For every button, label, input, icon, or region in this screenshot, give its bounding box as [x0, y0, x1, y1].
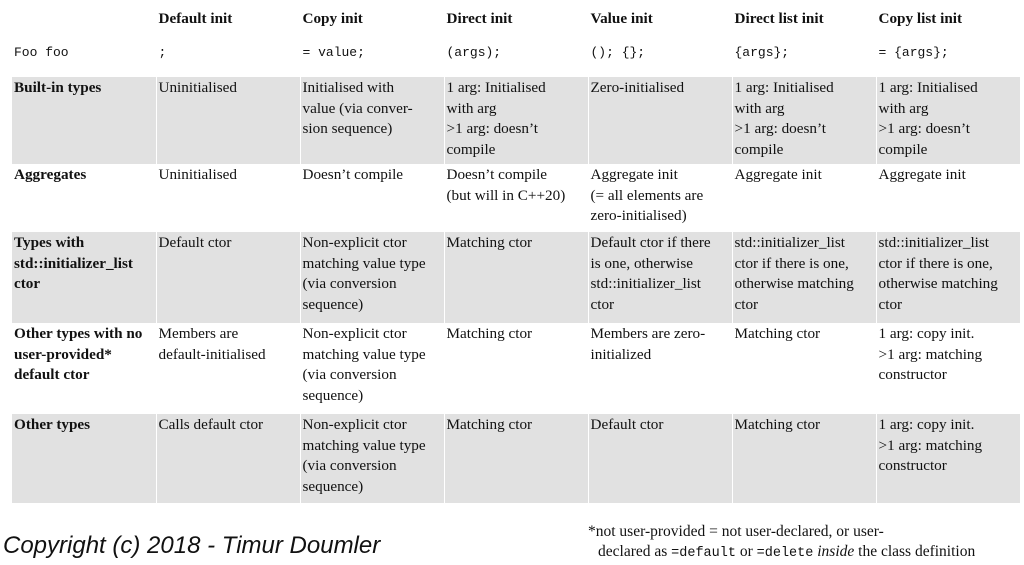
- cell-copy-list-init: [876, 232, 1020, 323]
- footnote-text-a: declared as: [598, 543, 672, 560]
- cell-line: default-initialised: [158, 345, 266, 363]
- cell-direct-init: [444, 77, 588, 164]
- cell-line: with arg: [446, 99, 497, 117]
- header-row: [12, 6, 1020, 35]
- cell-line: 1 arg: copy init.: [878, 325, 975, 342]
- cell-line: >1 arg: doesn’t: [734, 120, 827, 137]
- table-row: [12, 414, 1020, 503]
- syntax-copy-list-init: = {args};: [876, 35, 1020, 77]
- footnote: [588, 522, 975, 564]
- cell-line: Aggregate init: [734, 166, 822, 183]
- cell-direct-list-init: [732, 232, 876, 323]
- cell-line: initialized: [590, 345, 652, 363]
- cell-line: sequence): [302, 295, 364, 313]
- cell-line: constructor: [878, 366, 947, 383]
- cell-default-init: [156, 414, 300, 503]
- cell-value-init: [588, 77, 732, 164]
- cell-direct-init: [444, 164, 588, 232]
- cell-line: sion sequence): [302, 120, 393, 137]
- cell-line: (= all elements are: [590, 186, 704, 204]
- cell-line: Aggregate init: [590, 166, 678, 183]
- row-header-line: user-provided*: [14, 345, 112, 363]
- cell-value-init: [588, 232, 732, 323]
- cell-line: compile: [878, 140, 928, 158]
- cell-line: Aggregate init: [878, 166, 966, 183]
- syntax-declaration: Foo foo: [12, 35, 156, 77]
- cell-line: Doesn’t compile: [446, 166, 548, 183]
- cell-line: 1 arg: Initialised: [446, 79, 546, 96]
- table-row: [12, 164, 1020, 232]
- cell-line: Zero-initialised: [590, 79, 685, 96]
- cell-default-init: [156, 77, 300, 164]
- syntax-row: [12, 35, 1020, 77]
- footnote-inside-emphasis: inside: [817, 543, 855, 560]
- copyright-notice: Copyright (c) 2018 - Timur Doumler: [3, 532, 381, 559]
- cell-line: Non-explicit ctor: [302, 234, 407, 251]
- cell-line: compile: [446, 140, 496, 158]
- footnote-code-delete: =delete: [756, 546, 814, 561]
- cell-line: Uninitialised: [158, 79, 237, 96]
- cell-copy-init: [300, 414, 444, 503]
- cell-direct-init: [444, 323, 588, 414]
- footnote-code-default: =default: [671, 546, 736, 561]
- cell-value-init: [588, 414, 732, 503]
- row-header-line: std::initializer_list: [14, 254, 133, 272]
- cell-line: std::initializer_list: [590, 275, 702, 292]
- row-header-line: Types with: [14, 234, 85, 251]
- row-header: [12, 77, 156, 164]
- cell-line: Members are: [158, 325, 239, 342]
- cell-copy-init: [300, 323, 444, 414]
- footnote-text-d: the class definition: [854, 543, 976, 560]
- cell-copy-init: [300, 232, 444, 323]
- cell-copy-list-init: [876, 77, 1020, 164]
- cell-direct-list-init: [732, 414, 876, 503]
- cell-line: is one, otherwise: [590, 254, 693, 272]
- cell-line: (via conversion: [302, 457, 397, 474]
- cell-line: std::initializer_list: [878, 234, 990, 251]
- cell-default-init: [156, 323, 300, 414]
- cell-line: Initialised with: [302, 79, 395, 96]
- footnote-text-b: or: [735, 543, 757, 560]
- cell-line: Default ctor if there: [590, 234, 711, 251]
- initialization-table: [12, 6, 1021, 503]
- cell-line: >1 arg: matching: [878, 436, 983, 454]
- row-header: [12, 232, 156, 323]
- cell-line: ctor: [734, 295, 759, 313]
- cell-line: matching value type: [302, 254, 426, 272]
- row-header-line: ctor: [14, 275, 41, 292]
- footnote-line-2: [588, 542, 975, 564]
- cell-line: 1 arg: copy init.: [878, 416, 975, 433]
- cell-line: compile: [734, 140, 784, 158]
- row-header-line: Other types: [14, 416, 91, 433]
- cell-line: Matching ctor: [734, 325, 821, 342]
- cell-line: Non-explicit ctor: [302, 325, 407, 342]
- row-header: [12, 414, 156, 503]
- cell-direct-list-init: [732, 164, 876, 232]
- cell-line: otherwise matching: [734, 275, 854, 292]
- row-header-line: Built-in types: [14, 79, 102, 96]
- cell-line: with arg: [878, 99, 929, 117]
- row-header-line: default ctor: [14, 366, 90, 383]
- cell-line: otherwise matching: [878, 275, 998, 292]
- cell-line: Uninitialised: [158, 166, 237, 183]
- cell-copy-init: [300, 164, 444, 232]
- cell-line: zero-initialised): [590, 207, 687, 224]
- cell-line: Members are zero-: [590, 325, 706, 342]
- cell-line: (via conversion: [302, 366, 397, 383]
- cell-line: ctor if there is one,: [878, 254, 993, 272]
- cell-line: sequence): [302, 386, 364, 404]
- cell-line: >1 arg: doesn’t: [446, 120, 539, 137]
- cell-line: (via conversion: [302, 275, 397, 292]
- column-header-copy-list-init: Copy list init: [876, 6, 1020, 35]
- cell-line: Default ctor: [590, 416, 664, 433]
- cell-line: Matching ctor: [446, 325, 533, 342]
- cell-value-init: [588, 323, 732, 414]
- syntax-value-init: (); {};: [588, 35, 732, 77]
- cell-default-init: [156, 232, 300, 323]
- cell-line: ctor if there is one,: [734, 254, 849, 272]
- cell-line: Matching ctor: [734, 416, 821, 433]
- column-header-direct-init: Direct init: [444, 6, 588, 35]
- cell-direct-init: [444, 414, 588, 503]
- row-header: [12, 164, 156, 232]
- cell-copy-init: [300, 77, 444, 164]
- cell-line: 1 arg: Initialised: [734, 79, 834, 96]
- table-row: [12, 323, 1020, 414]
- cell-line: matching value type: [302, 345, 426, 363]
- cell-line: Non-explicit ctor: [302, 416, 407, 433]
- syntax-direct-list-init: {args};: [732, 35, 876, 77]
- column-header-default-init: Default init: [156, 6, 300, 35]
- cell-line: 1 arg: Initialised: [878, 79, 978, 96]
- row-header-line: Aggregates: [14, 166, 87, 183]
- row-header: [12, 323, 156, 414]
- cell-line: with arg: [734, 99, 785, 117]
- header-corner: [12, 6, 156, 35]
- cell-line: >1 arg: doesn’t: [878, 120, 971, 137]
- cell-line: >1 arg: matching: [878, 345, 983, 363]
- cell-line: Matching ctor: [446, 416, 533, 433]
- cell-line: value (via conver-: [302, 99, 413, 117]
- cell-copy-list-init: [876, 164, 1020, 232]
- row-header-line: Other types with no: [14, 325, 143, 342]
- cell-line: Matching ctor: [446, 234, 533, 251]
- cell-direct-list-init: [732, 77, 876, 164]
- cell-line: Calls default ctor: [158, 416, 264, 433]
- cell-copy-list-init: [876, 323, 1020, 414]
- column-header-value-init: Value init: [588, 6, 732, 35]
- syntax-direct-init: (args);: [444, 35, 588, 77]
- cell-line: ctor: [590, 295, 615, 313]
- cell-line: ctor: [878, 295, 903, 313]
- table-body: [12, 77, 1020, 503]
- cell-line: Doesn’t compile: [302, 166, 404, 183]
- syntax-copy-init: = value;: [300, 35, 444, 77]
- column-header-direct-list-init: Direct list init: [732, 6, 876, 35]
- cell-direct-list-init: [732, 323, 876, 414]
- footnote-line-1: *not user-provided = not user-declared, or user-: [588, 523, 884, 540]
- cell-line: std::initializer_list: [734, 234, 846, 251]
- cell-line: sequence): [302, 477, 364, 495]
- cell-line: constructor: [878, 457, 947, 474]
- table-row: [12, 77, 1020, 164]
- cell-default-init: [156, 164, 300, 232]
- cell-direct-init: [444, 232, 588, 323]
- column-header-copy-init: Copy init: [300, 6, 444, 35]
- cell-line: Default ctor: [158, 234, 232, 251]
- syntax-default-init: ;: [156, 35, 300, 77]
- cell-line: (but will in C++20): [446, 186, 566, 204]
- cell-copy-list-init: [876, 414, 1020, 503]
- cell-line: matching value type: [302, 436, 426, 454]
- table-row: [12, 232, 1020, 323]
- cell-value-init: [588, 164, 732, 232]
